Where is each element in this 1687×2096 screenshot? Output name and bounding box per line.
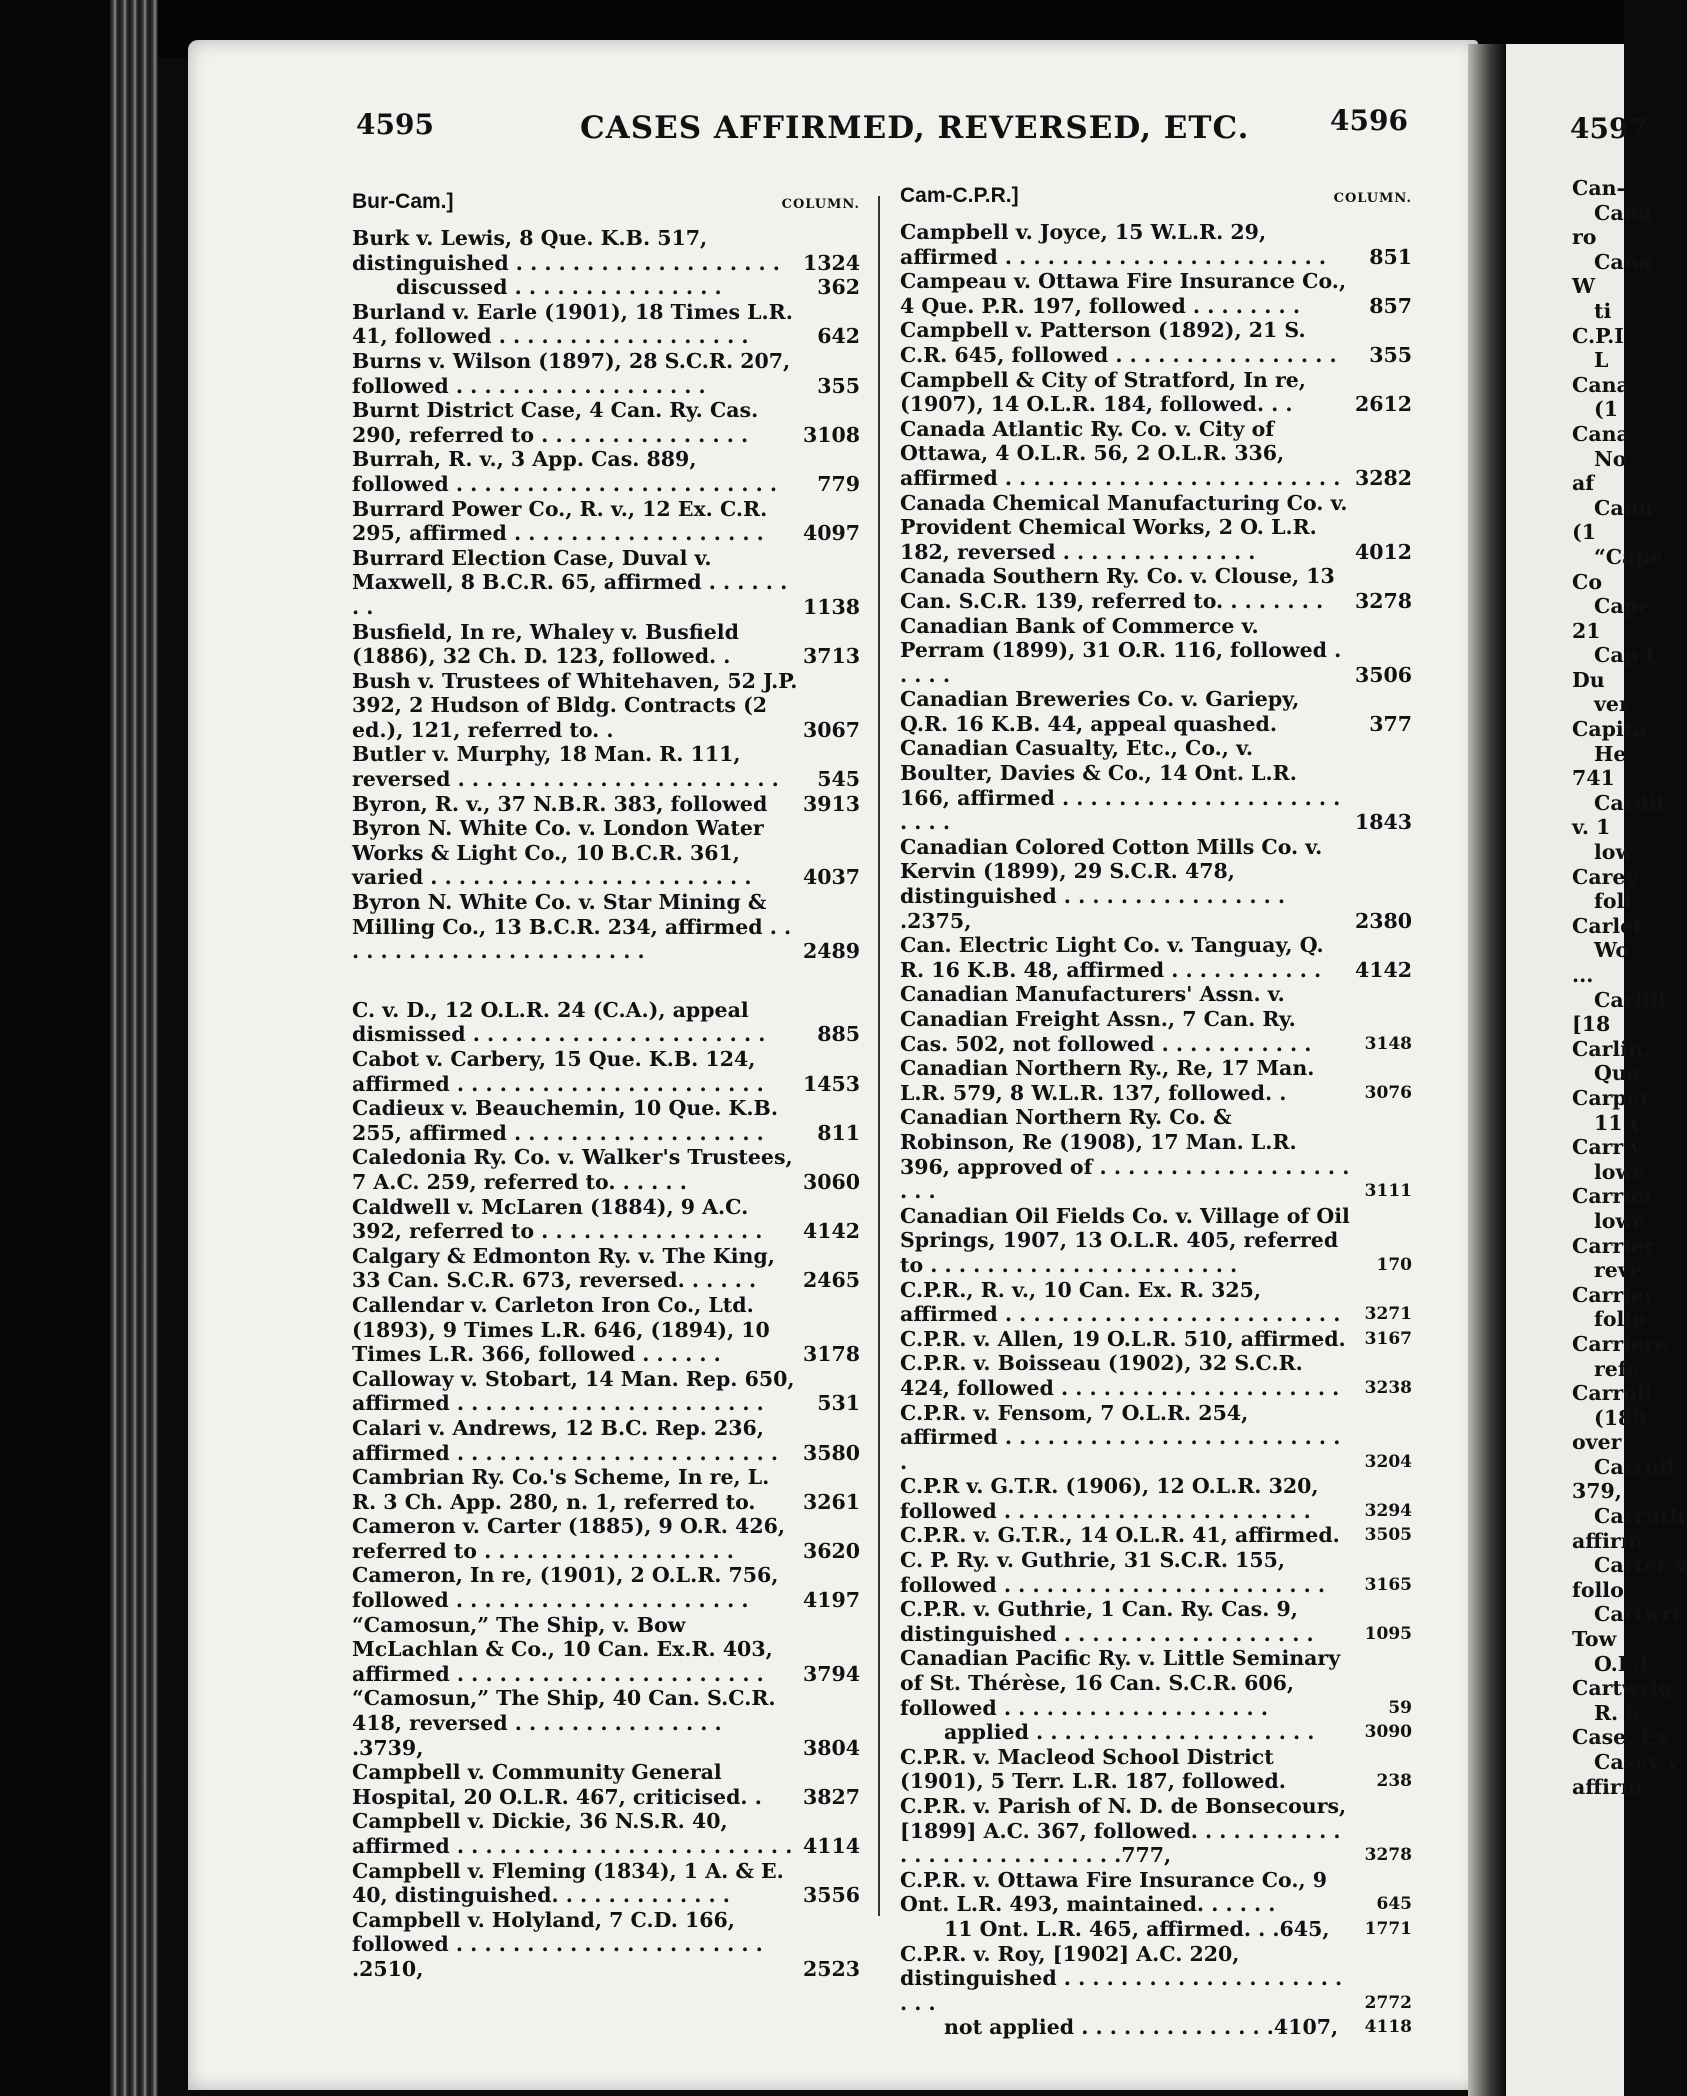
next-page-fragment: (1	[1594, 397, 1618, 422]
entry-text: Canadian Bank of Commerce v. Perram (1899), 31 O.R. 116, followed . . . . .	[900, 613, 1342, 687]
index-entry	[900, 1597, 1412, 1646]
entry-column-number: 3506	[1354, 662, 1412, 687]
index-entry	[352, 349, 860, 398]
entry-text: Caledonia Ry. Co. v. Walker's Trustees, 7 A.C. 259, referred to. . . . . .	[352, 1145, 793, 1194]
entry-column-number: 4114	[802, 1834, 860, 1858]
entry-column-number: 4097	[802, 521, 860, 546]
index-entry	[352, 1293, 860, 1367]
next-page-fragment: O.L.I	[1594, 1651, 1649, 1676]
section-gap	[352, 964, 860, 998]
entry-column-number: 4197	[802, 1588, 860, 1613]
index-entry	[352, 620, 860, 669]
running-title: CASES AFFIRMED, REVERSED, ETC.	[580, 110, 1250, 146]
entry-column-number: 4012	[1354, 539, 1412, 564]
index-entry	[352, 669, 860, 743]
entry-column-number: 355	[1369, 342, 1412, 367]
entry-text: Burk v. Lewis, 8 Que. K.B. 517, distinguished . . . . . . . . . . . . . . . . . . .	[352, 226, 780, 275]
next-page-fragment: Can-	[1572, 176, 1626, 200]
next-page-fragment: Cann	[1594, 495, 1654, 520]
next-page-fragment: Carlill	[1594, 987, 1666, 1012]
index-entry	[900, 1278, 1412, 1327]
entry-column-number: 2380	[1354, 908, 1412, 933]
next-page-fragment: “Cape	[1594, 544, 1663, 569]
index-entry	[900, 1401, 1412, 1475]
index-entry	[352, 998, 860, 1047]
next-page-fragment: low	[1594, 840, 1634, 865]
index-entry	[900, 1720, 1412, 1745]
next-page-number: 4597	[1570, 112, 1648, 145]
next-page-fragment: Carlin,	[1572, 1036, 1651, 1061]
entry-column-number: 2489	[802, 939, 860, 964]
index-entry	[900, 220, 1412, 269]
entry-text: Byron, R. v., 37 N.B.R. 383, followed	[352, 791, 768, 816]
index-entry	[900, 933, 1412, 982]
next-page-fragment: [18	[1572, 1012, 1611, 1037]
entry-column-number: 531	[817, 1391, 860, 1416]
entry-text: applied . . . . . . . . . . . . . . . . . . . .	[944, 1720, 1315, 1745]
index-entry	[352, 890, 860, 964]
entry-text: Canadian Breweries Co. v. Gariepy, Q.R. 16 K.B. 44, appeal quashed.	[900, 687, 1300, 736]
entry-text: C. P. Ry. v. Guthrie, 31 S.C.R. 155, followed . . . . . . . . . . . . . . . . . . . . . . .	[900, 1548, 1326, 1597]
entry-text: C.P.R. v. Fensom, 7 O.L.R. 254, affirmed . . . . . . . . . . . . . . . . . . . . . . . . .	[900, 1400, 1341, 1474]
entry-column-number: 3282	[1354, 465, 1412, 490]
next-page-fragment: refe	[1594, 1356, 1640, 1381]
entry-column-number: 851	[1369, 244, 1412, 269]
entry-text: Byron N. White Co. v. London Water Works & Light Co., 10 B.C.R. 361, varied . . . . . . . . . . . . . . . . . . . . . . .	[352, 816, 764, 890]
entry-text: Canadian Casualty, Etc., Co., v. Boulter, Davies & Co., 14 Ont. L.R. 166, affirmed . . . . . . . . . . . . . . . . . . . . . . . .	[900, 736, 1341, 835]
next-page-fragment: Case, Ex	[1572, 1725, 1669, 1750]
entry-column-number: 2523	[802, 1956, 860, 1981]
index-entry	[900, 1204, 1412, 1278]
next-page-fragment: v. 1	[1572, 815, 1611, 840]
index-entry	[352, 1096, 860, 1145]
index-entry	[352, 1859, 860, 1908]
entry-text: Calloway v. Stobart, 14 Man. Rep. 650, affirmed . . . . . . . . . . . . . . . . . . . . . .	[352, 1366, 795, 1416]
entry-text: Canadian Manufacturers' Assn. v. Canadian Freight Assn., 7 Can. Ry. Cas. 502, not followed . . . . . . . . . . .	[900, 982, 1312, 1056]
entry-text: C.P.R. v. Macleod School District (1901), 5 Terr. L.R. 187, followed.	[900, 1744, 1286, 1794]
entry-text: “Camosun,” The Ship, v. Bow McLachlan & Co., 10 Can. Ex.R. 403, affirmed . . . . . . . . . . . . . . . . . . . . . .	[352, 1612, 773, 1686]
next-page-fragment: Cana	[1594, 249, 1652, 274]
next-page-fragment: Carr v.	[1572, 1135, 1648, 1160]
index-entry	[352, 1195, 860, 1244]
next-page-fragment: W	[1572, 274, 1596, 299]
entry-column-number: 362	[817, 275, 860, 300]
next-page-fragment: Cana	[1594, 200, 1652, 225]
entry-column-number: 779	[817, 471, 860, 496]
entry-column-number: 3167	[1364, 1328, 1412, 1349]
next-page-fragments	[1572, 176, 1687, 1799]
index-entry	[352, 1367, 860, 1416]
entry-text: Canadian Oil Fields Co. v. Village of Oil Springs, 1907, 13 O.L.R. 405, referred to . . . . . . . . . . . . . . . . . . . . . .	[900, 1203, 1350, 1277]
entry-column-number: 3060	[802, 1169, 860, 1194]
entry-column-number: 3580	[802, 1440, 860, 1465]
entry-column-number: 3067	[802, 717, 860, 742]
entry-text: Campbell v. Holyland, 7 C.D. 166, followed . . . . . . . . . . . . . . . . . . . . . . .2510,	[352, 1907, 763, 1981]
next-page-fragment: over	[1572, 1430, 1622, 1455]
entry-column-number: 1095	[1364, 1623, 1412, 1644]
index-entry	[352, 1613, 860, 1687]
entry-column-number: 3238	[1364, 1377, 1412, 1398]
index-entry	[900, 1745, 1412, 1794]
entry-text: Campbell & City of Stratford, In re, (1907), 14 O.L.R. 184, followed. . .	[900, 367, 1306, 417]
entry-text: Campbell v. Fleming (1834), 1 A. & E. 40, distinguished. . . . . . . . . . . . .	[352, 1858, 784, 1908]
entry-text: Burland v. Earle (1901), 18 Times L.R. 41, followed . . . . . . . . . . . . . . . . . .	[352, 299, 793, 349]
next-page-fragment: Que	[1594, 1061, 1640, 1086]
right-column-label: COLUMN.	[1333, 191, 1412, 206]
entry-text: Campbell v. Dickie, 36 N.S.R. 40, affirmed . . . . . . . . . . . . . . . . . . . . . . . .	[352, 1809, 793, 1858]
entry-text: Canadian Pacific Ry. v. Little Seminary of St. Thérèse, 16 Can. S.C.R. 606, followed . . . . . . . . . . . . . . . . . . .	[900, 1646, 1341, 1720]
next-page-fragment: 11 (	[1594, 1110, 1640, 1135]
entry-text: C.P.R. v. Parish of N. D. de Bonsecours, [1899] A.C. 367, followed. . . . . . . . . . . . . . . . . . . . . . . . . . .777,	[900, 1794, 1347, 1868]
entry-text: Calari v. Andrews, 12 B.C. Rep. 236, affirmed . . . . . . . . . . . . . . . . . . . . . . .	[352, 1415, 779, 1465]
entry-text: Canadian Northern Ry. Co. & Robinson, Re (1908), 17 Man. L.R. 396, approved of . . . . . . . . . . . . . . . . . . . . .	[900, 1105, 1350, 1204]
index-entry	[352, 1244, 860, 1293]
entry-column-number: 3913	[802, 791, 860, 816]
entry-column-number: 355	[817, 373, 860, 398]
next-page-fragment: lowe	[1594, 1159, 1647, 1184]
entry-text: Canada Chemical Manufacturing Co. v. Provident Chemical Works, 2 O. L.R. 182, reversed . . . . . . . . . . . . . .	[900, 490, 1348, 564]
next-page-fragment: 21	[1572, 618, 1601, 643]
entry-column-number: 3713	[802, 644, 860, 669]
next-page-fragment: reve	[1594, 1258, 1643, 1283]
entry-column-number: 2612	[1354, 392, 1412, 417]
next-page-fragment: follo	[1572, 1577, 1624, 1602]
right-column-range: Cam-C.P.R.]	[900, 184, 1019, 207]
index-entry	[900, 368, 1412, 417]
right-column-header	[900, 184, 1412, 220]
entry-text: Byron N. White Co. v. Star Mining & Milling Co., 13 B.C.R. 234, affirmed . . . . . . . . . . . . . . . . . . . . . . .	[352, 890, 792, 964]
next-page-fragment: affirm	[1572, 1774, 1643, 1799]
index-entry	[900, 1942, 1412, 2016]
index-entry	[900, 1105, 1412, 1203]
book-gutter	[1468, 44, 1506, 2096]
entry-text: Canada Atlantic Ry. Co. v. City of Ottawa, 4 O.L.R. 56, 2 O.L.R. 336, affirmed . . . . . . . . . . . . . . . . . . . . . . . .	[900, 416, 1341, 490]
entry-text: Burnt District Case, 4 Can. Ry. Cas. 290, referred to . . . . . . . . . . . . . . .	[352, 398, 759, 447]
entry-text: C.P.R. v. Guthrie, 1 Can. Ry. Cas. 9, distinguished . . . . . . . . . . . . . . . . . .	[900, 1597, 1314, 1646]
entry-text: Burrard Election Case, Duval v. Maxwell, 8 B.C.R. 65, affirmed . . . . . . . .	[352, 545, 788, 619]
index-entry	[352, 226, 860, 275]
next-page-fragment: affirm	[1572, 1528, 1643, 1553]
entry-column-number: 3178	[802, 1342, 860, 1367]
next-page-fragment: Carlet	[1572, 913, 1643, 938]
next-page-fragment: Cardif	[1594, 790, 1666, 815]
index-entry	[352, 1760, 860, 1809]
next-page-fragment: Carroll	[1572, 1381, 1653, 1406]
entry-column-number: 3204	[1364, 1451, 1412, 1472]
next-page-fragment: Carroll	[1594, 1454, 1675, 1479]
right-page-number: 4596	[1330, 104, 1408, 137]
next-page-fragment: Carrière	[1572, 1331, 1668, 1356]
left-column-entries	[352, 226, 860, 1982]
entry-column-number: 1324	[802, 250, 860, 275]
entry-text: C.P.R. v. Roy, [1902] A.C. 220, distinguished . . . . . . . . . . . . . . . . . . . . . . .	[900, 1941, 1343, 2015]
entry-text: not applied . . . . . . . . . . . . . .4107,	[944, 2015, 1339, 2040]
index-entry	[352, 447, 860, 496]
entry-text: Butler v. Murphy, 18 Man. R. 111, reversed . . . . . . . . . . . . . . . . . . . . . . .	[352, 742, 779, 792]
entry-column-number: 59	[1388, 1697, 1412, 1718]
entry-text: C.P.R v. G.T.R. (1906), 12 O.L.R. 320, followed . . . . . . . . . . . . . . . . . . . . . .	[900, 1474, 1319, 1523]
next-page-fragment: foll	[1594, 889, 1633, 914]
entry-text: Caldwell v. McLaren (1884), 9 A.C. 392, referred to . . . . . . . . . . . . . . . .	[352, 1194, 763, 1244]
entry-column-number: 3827	[802, 1784, 860, 1809]
next-page-fragment: Tow	[1572, 1627, 1617, 1652]
index-entry	[900, 269, 1412, 318]
entry-text: Campbell v. Patterson (1892), 21 S. C.R. 645, followed . . . . . . . . . . . . . . . .	[900, 318, 1337, 367]
entry-column-number: 545	[817, 767, 860, 792]
entry-text: Burns v. Wilson (1897), 28 S.C.R. 207, followed . . . . . . . . . . . . . . . . . .	[352, 348, 791, 398]
entry-text: “Camosun,” The Ship, 40 Can. S.C.R. 418, reversed . . . . . . . . . . . . . . . .3739,	[352, 1686, 776, 1760]
entry-column-number: 3556	[802, 1883, 860, 1908]
next-page-fragment: Cartwrig	[1572, 1676, 1673, 1701]
index-entry	[900, 1646, 1412, 1720]
next-page-fragment: Carrier	[1572, 1184, 1655, 1209]
entry-text: Canadian Colored Cotton Mills Co. v. Kervin (1899), 29 S.C.R. 478, distinguished . . . . . . . . . . . . . . . . .2375,	[900, 834, 1323, 933]
entry-column-number: 170	[1376, 1254, 1412, 1275]
index-entry	[352, 1809, 860, 1858]
entry-text: C.P.R. v. G.T.R., 14 O.L.R. 41, affirmed.	[900, 1523, 1340, 1548]
next-page-fragment: (1	[1572, 520, 1596, 545]
index-entry	[900, 1794, 1412, 1868]
next-page-fragment: ro	[1572, 225, 1597, 250]
index-entry	[352, 742, 860, 791]
next-page-fragment: Wo	[1594, 938, 1630, 963]
index-entry	[352, 1145, 860, 1194]
index-entry	[900, 1056, 1412, 1105]
entry-column-number: 2465	[802, 1268, 860, 1293]
index-entry	[352, 300, 860, 349]
index-entry	[900, 1917, 1412, 1942]
next-page-fragment: 379,	[1572, 1479, 1622, 1504]
entry-column-number: 3090	[1364, 1722, 1412, 1743]
entry-text: C.P.R. v. Boisseau (1902), 32 S.C.R. 424, followed . . . . . . . . . . . . . . . . . . . .	[900, 1351, 1340, 1400]
index-entry	[900, 491, 1412, 565]
next-page-fragment: lowe	[1594, 1208, 1647, 1233]
right-column	[900, 184, 1412, 2040]
index-entry	[352, 497, 860, 546]
entry-column-number: 642	[817, 324, 860, 349]
entry-column-number: 3271	[1364, 1304, 1412, 1325]
entry-column-number: 4142	[802, 1219, 860, 1244]
next-page-fragment: Carrier	[1572, 1282, 1655, 1307]
entry-text: Campbell v. Community General Hospital, 20 O.L.R. 467, criticised. .	[352, 1760, 762, 1809]
index-entry	[900, 1351, 1412, 1400]
entry-text: C.P.R., R. v., 10 Can. Ex. R. 325, affirmed . . . . . . . . . . . . . . . . . . . . . . . .	[900, 1277, 1341, 1327]
entry-text: Burrah, R. v., 3 App. Cas. 889, followed . . . . . . . . . . . . . . . . . . . . . . .	[352, 447, 778, 496]
index-entry	[352, 398, 860, 447]
next-page-fragment: R. 6	[1594, 1700, 1640, 1725]
index-entry	[352, 1047, 860, 1096]
entry-text: Campeau v. Ottawa Fire Insurance Co., 4 Que. P.R. 197, followed . . . . . . . .	[900, 269, 1347, 318]
entry-column-number: 3620	[802, 1538, 860, 1563]
book-page-edges	[110, 0, 158, 2096]
next-page-fragment: He	[1594, 741, 1627, 766]
left-column-label: COLUMN.	[781, 197, 860, 212]
index-entry	[352, 1908, 860, 1982]
index-entry	[900, 736, 1412, 834]
index-entry	[900, 835, 1412, 933]
scan-left-border	[0, 0, 112, 2096]
index-entry	[352, 792, 860, 817]
index-entry	[900, 417, 1412, 491]
index-entry	[900, 564, 1412, 613]
next-page-fragment: Cap I	[1594, 643, 1655, 668]
entry-text: Calgary & Edmonton Ry. v. The King, 33 Can. S.C.R. 673, reversed. . . . . .	[352, 1243, 775, 1293]
entry-column-number: 885	[817, 1022, 860, 1047]
index-entry	[352, 1465, 860, 1514]
next-page-fragment: ...	[1572, 963, 1594, 987]
next-page-fragment: Cartwri	[1594, 1602, 1681, 1627]
entry-column-number: 3794	[802, 1661, 860, 1686]
entry-column-number: 3148	[1364, 1033, 1412, 1054]
index-entry	[900, 1327, 1412, 1352]
entry-column-number: 238	[1376, 1771, 1412, 1792]
entry-column-number: 4118	[1364, 2017, 1412, 2038]
entry-column-number: 3261	[802, 1489, 860, 1514]
next-page-fragment: Cana	[1572, 372, 1630, 397]
index-entry	[352, 816, 860, 890]
index-entry	[352, 546, 860, 620]
entry-text: Busfield, In re, Whaley v. Busfield (1886), 32 Ch. D. 123, followed. .	[352, 619, 739, 669]
entry-text: Cadieux v. Beauchemin, 10 Que. K.B. 255, affirmed . . . . . . . . . . . . . . . . . .	[352, 1096, 778, 1145]
index-entry	[352, 275, 860, 300]
next-page-fragment: Capita	[1572, 717, 1647, 742]
entry-column-number: 1138	[802, 594, 860, 619]
next-page-fragment: ver	[1594, 692, 1630, 717]
index-entry	[352, 1514, 860, 1563]
entry-column-number: 1843	[1354, 810, 1412, 835]
column-divider	[878, 196, 880, 1916]
entry-column-number: 3076	[1364, 1082, 1412, 1103]
entry-column-number: 811	[817, 1120, 860, 1145]
entry-text: C.P.R. v. Ottawa Fire Insurance Co., 9 Ont. L.R. 493, maintained. . . . . .	[900, 1867, 1328, 1917]
next-page-fragment: follo	[1594, 1307, 1646, 1332]
index-entry	[900, 1474, 1412, 1523]
entry-column-number: 1771	[1364, 1918, 1412, 1939]
next-page-fragment: (189	[1594, 1405, 1647, 1430]
next-page-fragment: Carper	[1572, 1085, 1651, 1110]
next-page-fragment: af	[1572, 471, 1595, 496]
entry-column-number: 645	[1376, 1894, 1412, 1915]
next-page-fragment: Carrier	[1572, 1233, 1655, 1258]
entry-column-number: 3804	[802, 1735, 860, 1760]
index-entry	[352, 1416, 860, 1465]
entry-column-number: 4037	[802, 865, 860, 890]
index-entry	[900, 318, 1412, 367]
entry-column-number: 4142	[1354, 957, 1412, 982]
entry-text: Cameron, In re, (1901), 2 O.L.R. 756, followed . . . . . . . . . . . . . . . . . . . . .	[352, 1563, 779, 1613]
index-entry	[352, 1686, 860, 1760]
index-entry	[900, 982, 1412, 1056]
entry-text: 11 Ont. L.R. 465, affirmed. . .645,	[944, 1916, 1330, 1941]
next-page-fragment: Cana	[1572, 421, 1630, 446]
entry-text: Cabot v. Carbery, 15 Que. K.B. 124, affirmed . . . . . . . . . . . . . . . . . . . . . .	[352, 1047, 764, 1096]
next-page-fragment: Carruth	[1594, 1504, 1685, 1529]
next-page-fragment: Co	[1572, 569, 1602, 594]
entry-column-number: 3505	[1364, 1525, 1412, 1546]
entry-column-number: 3294	[1364, 1500, 1412, 1521]
entry-text: Campbell v. Joyce, 15 W.L.R. 29, affirmed . . . . . . . . . . . . . . . . . . . . . . .	[900, 220, 1327, 269]
entry-text: C.P.R. v. Allen, 19 O.L.R. 510, affirmed.	[900, 1326, 1346, 1351]
index-entry	[900, 614, 1412, 688]
entry-column-number: 3278	[1354, 588, 1412, 613]
entry-column-number: 3278	[1364, 1845, 1412, 1866]
left-column-header	[352, 190, 860, 226]
entry-column-number: 3165	[1364, 1574, 1412, 1595]
index-entry	[900, 1523, 1412, 1548]
next-page-fragment: Du	[1572, 667, 1605, 692]
next-page-fragment: ti	[1594, 298, 1612, 323]
next-page-fragment: No	[1594, 446, 1627, 471]
next-page-fragment: Carey	[1572, 864, 1638, 889]
index-entry	[900, 1548, 1412, 1597]
next-page-fragment: Carter v	[1594, 1553, 1687, 1578]
next-page-fragment: Cape	[1594, 594, 1651, 619]
entry-text: C. v. D., 12 O.L.R. 24 (C.A.), appeal dismissed . . . . . . . . . . . . . . . . . . . . .	[352, 997, 766, 1047]
next-page-strip	[1506, 44, 1687, 2096]
left-column-range: Bur-Cam.]	[352, 190, 454, 213]
left-page-number: 4595	[356, 108, 434, 141]
next-page-fragment: C.P.I	[1572, 323, 1624, 348]
entry-text: Callendar v. Carleton Iron Co., Ltd. (1893), 9 Times L.R. 646, (1894), 10 Times L.R. 366, followed . . . . . .	[352, 1292, 770, 1367]
left-column	[352, 190, 860, 1982]
entry-text: Cambrian Ry. Co.'s Scheme, In re, L. R. 3 Ch. App. 280, n. 1, referred to.	[352, 1465, 770, 1514]
right-column-entries	[900, 220, 1412, 2040]
entry-text: discussed . . . . . . . . . . . . . . .	[396, 275, 722, 300]
entry-text: Bush v. Trustees of Whitehaven, 52 J.P. 392, 2 Hudson of Bldg. Contracts (2 ed.), 121, referred to. .	[352, 668, 798, 742]
entry-text: Cameron v. Carter (1885), 9 O.R. 426, referred to . . . . . . . . . . . . . . . . . .	[352, 1514, 785, 1563]
entry-text: Can. Electric Light Co. v. Tanguay, Q. R. 16 K.B. 48, affirmed . . . . . . . . . . .	[900, 933, 1324, 982]
entry-column-number: 2772	[1364, 1992, 1412, 2013]
index-entry	[900, 1868, 1412, 1917]
entry-text: Burrard Power Co., R. v., 12 Ex. C.R. 295, affirmed . . . . . . . . . . . . . . . . . .	[352, 496, 768, 546]
next-page-fragment: 741	[1572, 766, 1615, 791]
entry-column-number: 377	[1369, 711, 1412, 736]
next-page-fragment: L	[1594, 348, 1609, 373]
entry-column-number: 857	[1369, 293, 1412, 318]
entry-text: Canada Southern Ry. Co. v. Clouse, 13 Can. S.C.R. 139, referred to. . . . . . . .	[900, 564, 1335, 613]
next-page-fragment: Casey v	[1594, 1750, 1680, 1774]
entry-text: Canadian Northern Ry., Re, 17 Man. L.R. 579, 8 W.L.R. 137, followed. .	[900, 1056, 1315, 1105]
index-entry	[900, 2015, 1412, 2040]
entry-column-number: 3111	[1364, 1181, 1412, 1202]
entry-column-number: 1453	[802, 1071, 860, 1096]
index-entry	[352, 1563, 860, 1612]
index-entry	[900, 687, 1412, 736]
entry-column-number: 3108	[802, 422, 860, 447]
